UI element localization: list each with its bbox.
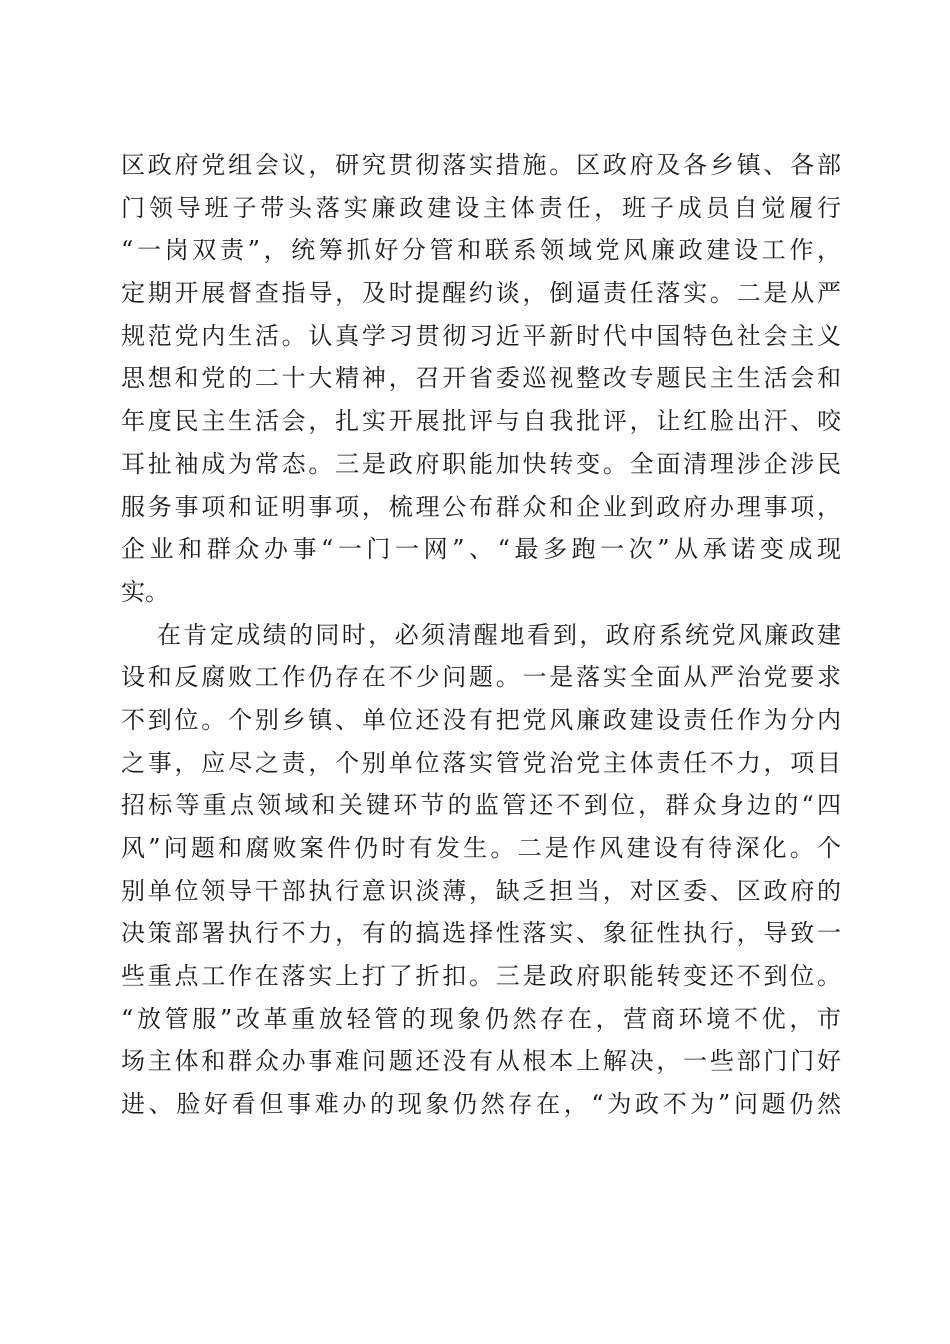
- paragraph-start-line: 在肯定成绩的同时，必须清醒地看到，政府系统党风廉政建: [157, 620, 841, 649]
- text-line: 些重点工作在落实上打了折扣。三是政府职能转变还不到位。: [121, 962, 841, 991]
- text-line: 设和反腐败工作仍存在不少问题。一是落实全面从严治党要求: [121, 663, 841, 692]
- text-line: 招标等重点领域和关键环节的监管还不到位，群众身边的“四: [121, 791, 841, 820]
- text-line: 进、脸好看但事难办的现象仍然存在，“为政不为”问题仍然: [121, 1090, 841, 1119]
- text-line: 决策部署执行不力，有的搞选择性落实、象征性执行，导致一: [121, 919, 841, 948]
- text-line: 规范党内生活。认真学习贯彻习近平新时代中国特色社会主义: [121, 321, 841, 350]
- text-line: 场主体和群众办事难问题还没有从根本上解决，一些部门门好: [121, 1047, 841, 1076]
- text-line: 定期开展督查指导，及时提醒约谈，倒逼责任落实。二是从严: [121, 279, 841, 308]
- text-line: 之事，应尽之责，个别单位落实管党治党主体责任不力，项目: [121, 748, 841, 777]
- text-line: “一岗双责”，统筹抓好分管和联系领域党风廉政建设工作，: [121, 236, 841, 265]
- text-line: 门领导班子带头落实廉政建设主体责任，班子成员自觉履行: [121, 193, 841, 222]
- text-line: 耳扯袖成为常态。三是政府职能加快转变。全面清理涉企涉民: [121, 449, 841, 478]
- text-line: 不到位。个别乡镇、单位还没有把党风廉政建设责任作为分内: [121, 705, 841, 734]
- text-line: 年度民主生活会，扎实开展批评与自我批评，让红脸出汗、咬: [121, 407, 841, 436]
- text-line: 区政府党组会议，研究贯彻落实措施。区政府及各乡镇、各部: [121, 151, 841, 179]
- text-line: 服务事项和证明事项，梳理公布群众和企业到政府办理事项，: [121, 492, 841, 521]
- text-line: 企业和群众办事“一门一网”、“最多跑一次”从承诺变成现: [121, 535, 841, 564]
- body-text: [121, 144, 841, 1126]
- text-line: “放管服”改革重放轻管的现象仍然存在，营商环境不优，市: [121, 1004, 841, 1033]
- text-line: 风”问题和腐败案件仍时有发生。二是作风建设有待深化。个: [121, 834, 841, 862]
- text-line: 思想和党的二十大精神，召开省委巡视整改专题民主生活会和: [121, 364, 841, 393]
- text-line: 实。: [121, 577, 169, 606]
- text-line: 别单位领导干部执行意识淡薄，缺乏担当，对区委、区政府的: [121, 876, 841, 905]
